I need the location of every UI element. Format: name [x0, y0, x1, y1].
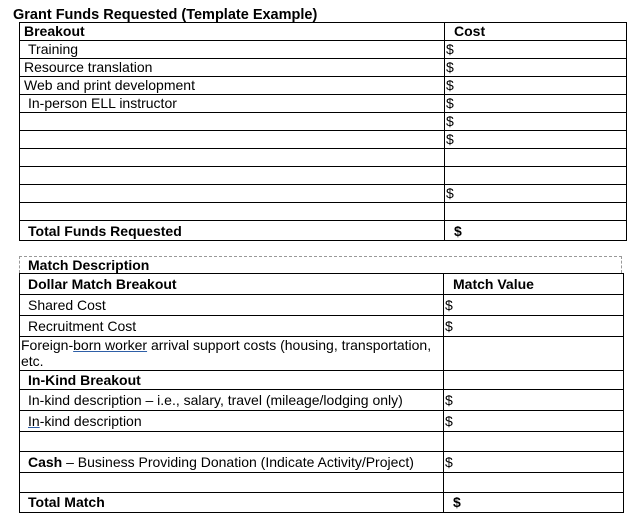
table-row — [20, 131, 627, 149]
row-cost[interactable] — [445, 203, 627, 221]
born-worker-text: born worker — [73, 337, 148, 353]
row-label[interactable] — [20, 149, 445, 167]
row-cost[interactable]: $ — [445, 77, 627, 95]
empty-label[interactable] — [20, 473, 444, 493]
match-table — [19, 273, 624, 513]
breakout-header: Breakout — [20, 23, 445, 41]
shared-cost-label[interactable]: Shared Cost — [20, 295, 444, 316]
cash-rest: – Business Providing Donation (Indicate Activity/Project) — [62, 453, 414, 470]
in-kind-2-value[interactable]: $ — [444, 411, 624, 432]
row-label[interactable]: Resource translation — [20, 59, 445, 77]
row-cost[interactable]: $ — [445, 41, 627, 59]
total-funds-value[interactable]: $ — [445, 221, 627, 241]
row-label[interactable] — [20, 203, 445, 221]
foreign-born-value[interactable] — [444, 337, 624, 371]
in-kind-1-label[interactable]: In-kind description – i.e., salary, travel (mileage/lodging only) — [20, 390, 444, 411]
row-label[interactable] — [20, 131, 445, 149]
grant-funds-table — [19, 22, 627, 241]
table-header-row — [20, 23, 627, 41]
table-row — [20, 390, 624, 411]
foreign-born-pre: Foreign- — [21, 337, 74, 353]
shared-cost-value[interactable]: $ — [444, 295, 624, 316]
table-row — [20, 149, 627, 167]
row-label[interactable]: Training — [20, 41, 445, 59]
recruitment-cost-value[interactable]: $ — [444, 316, 624, 337]
table-row — [20, 411, 624, 432]
table-row — [20, 295, 624, 316]
total-funds-label: Total Funds Requested — [20, 221, 445, 241]
foreign-born-label[interactable] — [20, 337, 444, 371]
in-kind-header-value — [444, 371, 624, 390]
table-row — [20, 337, 624, 371]
dollar-match-header: Dollar Match Breakout — [20, 274, 444, 295]
recruitment-cost-label[interactable]: Recruitment Cost — [20, 316, 444, 337]
total-match-label: Total Match — [20, 493, 444, 513]
empty-label[interactable] — [20, 432, 444, 452]
row-label[interactable] — [20, 167, 445, 185]
table-row — [20, 95, 627, 113]
row-cost[interactable] — [445, 149, 627, 167]
match-value-header: Match Value — [444, 274, 624, 295]
row-cost[interactable] — [445, 167, 627, 185]
table-row — [20, 167, 627, 185]
row-cost[interactable]: $ — [445, 113, 627, 131]
in-kind-2-post: -kind description — [39, 412, 142, 429]
row-cost[interactable]: $ — [445, 95, 627, 113]
row-cost[interactable]: $ — [445, 185, 627, 203]
table-row — [20, 432, 624, 452]
row-cost[interactable]: $ — [445, 59, 627, 77]
in-kind-breakout-header: In-Kind Breakout — [20, 371, 444, 390]
cost-header: Cost — [445, 23, 627, 41]
table-row — [20, 203, 627, 221]
page-title: Grant Funds Requested (Template Example) — [13, 7, 318, 23]
match-description-label: Match Description — [19, 256, 622, 273]
table-row — [20, 185, 627, 203]
row-label[interactable]: Web and print development — [20, 77, 445, 95]
total-match-value[interactable]: $ — [444, 493, 624, 513]
row-label[interactable] — [20, 185, 445, 203]
table-row — [20, 316, 624, 337]
total-match-row — [20, 493, 624, 513]
in-kind-1-value[interactable]: $ — [444, 390, 624, 411]
row-label[interactable] — [20, 113, 445, 131]
in-kind-2-pre: In — [28, 412, 40, 429]
table-row — [20, 77, 627, 95]
row-cost[interactable]: $ — [445, 131, 627, 149]
table-row — [20, 41, 627, 59]
in-kind-header-row — [20, 371, 624, 390]
table-row — [20, 473, 624, 493]
cash-bold: Cash — [28, 453, 63, 470]
table-row — [20, 59, 627, 77]
foreign-born-post: arrival support costs (housing, transportation, etc. — [21, 337, 432, 369]
cash-label[interactable] — [20, 452, 444, 473]
row-label[interactable]: In-person ELL instructor — [20, 95, 445, 113]
total-row — [20, 221, 627, 241]
table-header-row — [20, 274, 624, 295]
empty-value[interactable] — [444, 473, 624, 493]
cash-value[interactable]: $ — [444, 452, 624, 473]
in-kind-2-label[interactable] — [20, 411, 444, 432]
empty-value[interactable] — [444, 432, 624, 452]
table-row — [20, 452, 624, 473]
table-row — [20, 113, 627, 131]
